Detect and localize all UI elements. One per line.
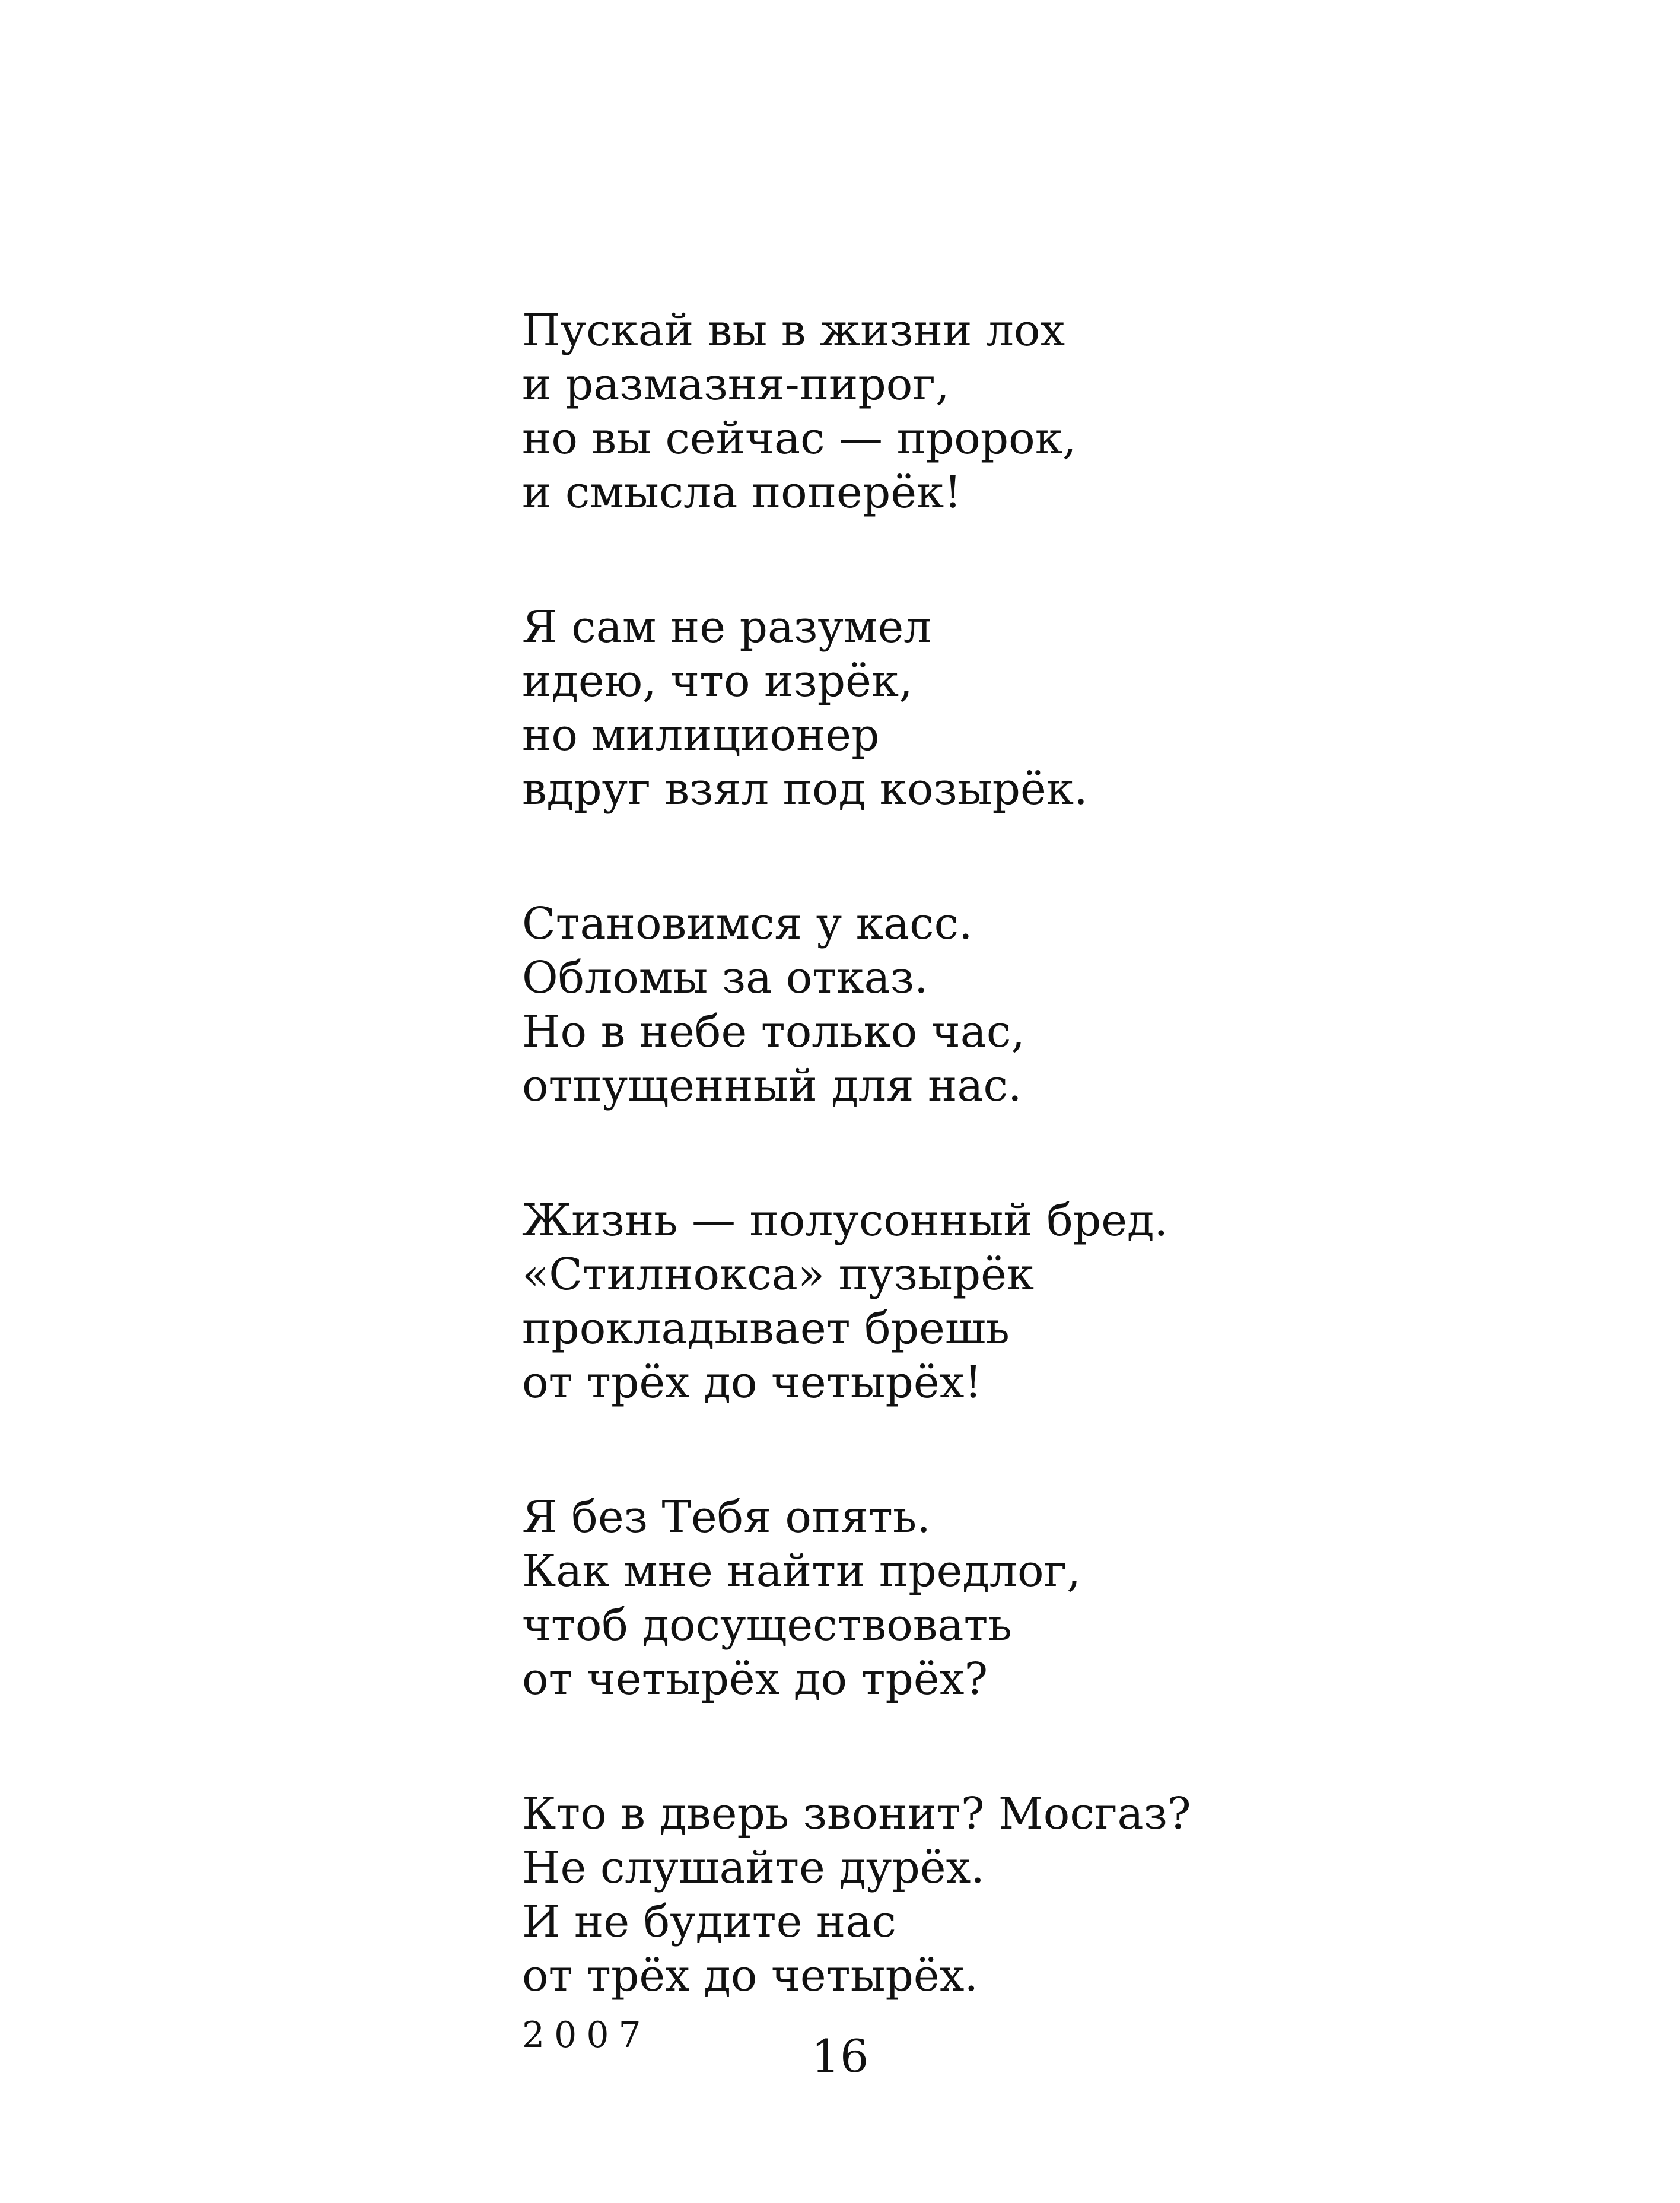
poem-line: и смысла поперёк! <box>522 467 962 518</box>
poem-line: Становимся у касс. <box>522 898 973 949</box>
page-number: 16 <box>811 2030 869 2083</box>
poem-year: 2007 <box>522 2014 651 2056</box>
poem-line: Не слушайте дурёх. <box>522 1842 985 1893</box>
poem-line: идею, что изрёк, <box>522 656 913 707</box>
poem-line: отпущенный для нас. <box>522 1060 1022 1111</box>
poem-line: от трёх до четырёх. <box>522 1950 978 2001</box>
poem-line: чтоб досуществовать <box>522 1600 1012 1651</box>
stanza-3 <box>522 897 1412 1113</box>
poem-line: от четырёх до трёх? <box>522 1654 988 1705</box>
stanza-2 <box>522 600 1412 816</box>
poem-line: но вы сейчас — пророк, <box>522 413 1077 464</box>
poem-line: и размазня-пирог, <box>522 359 950 410</box>
stanza-4 <box>522 1194 1412 1410</box>
poem-line: Я сам не разумел <box>522 602 932 653</box>
poem-line: Обломы за отказ. <box>522 952 928 1003</box>
stanza-6 <box>522 1787 1412 2059</box>
poem-line: Жизнь — полусонный бред. <box>522 1195 1169 1246</box>
poem-line: вдруг взял под козырёк. <box>522 764 1088 815</box>
stanza-1 <box>522 304 1412 520</box>
poem-line: И не будите нас <box>522 1896 896 1947</box>
poem-line: Пускай вы в жизни лох <box>522 305 1065 356</box>
poem-line: от трёх до четырёх! <box>522 1357 982 1408</box>
poem <box>522 304 1412 2059</box>
poem-line: Я без Тебя опять. <box>522 1492 931 1543</box>
poem-line: «Стилнокса» пузырёк <box>522 1249 1035 1300</box>
poem-line: прокладывает брешь <box>522 1303 1010 1354</box>
poem-line: Как мне найти предлог, <box>522 1546 1081 1597</box>
poem-line: Кто в дверь звонит? Мосгаз? <box>522 1788 1191 1839</box>
poem-line: но милиционер <box>522 710 880 761</box>
stanza-5 <box>522 1490 1412 1706</box>
poem-line: Но в небе только час, <box>522 1006 1025 1057</box>
